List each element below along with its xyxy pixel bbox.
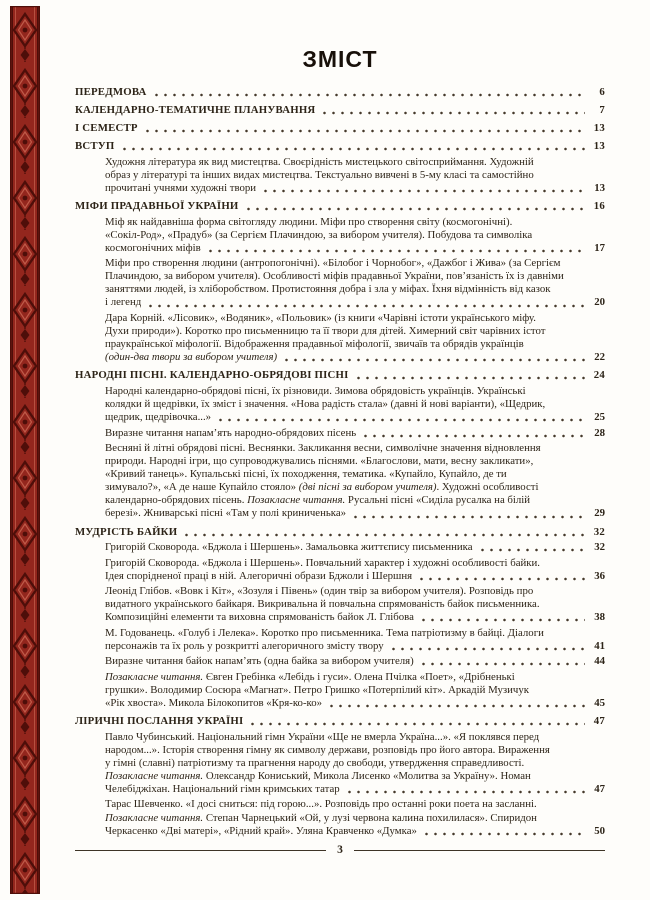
toc-entry-text-wrap <box>105 655 414 668</box>
toc-entry-line <box>105 798 605 811</box>
page-number: 29 <box>594 507 605 520</box>
dot-leader <box>152 86 585 97</box>
toc-entry-text-wrap <box>75 140 115 153</box>
toc-entry-text: колядки й щедрівки, їх зміст і значення. «Нова радість стала» (давні й нові варіанти), «Щедрик, <box>105 397 546 410</box>
page-number: 13 <box>593 122 605 135</box>
dot-leader <box>419 655 585 666</box>
toc-entry <box>75 312 605 364</box>
toc-entry-text: Виразне читання байок напам’ять (одна байка за вибором учителя) <box>105 655 414 668</box>
dot-leader <box>182 526 585 537</box>
toc-entry-line <box>105 351 605 364</box>
dot-leader <box>206 242 585 253</box>
toc-entry-line <box>105 541 605 554</box>
toc-entry-line <box>105 325 605 338</box>
toc-entry-line <box>105 627 605 640</box>
toc-entry-text: Григорій Сковорода. «Бджола і Шершень». Повчальний характер і художні особливості байки. <box>105 556 540 569</box>
toc-entry-text: Композиційні елементи та виховна спрямованість байок Л. Глібова <box>105 611 414 624</box>
toc-entry-line <box>105 507 605 520</box>
toc-entry-text-wrap <box>105 697 322 710</box>
toc-entry-text: «Кривий танець». Купальські пісні, їх походження, тематика. «Купайло, Купайло, де ти <box>105 468 507 481</box>
toc-entry-line <box>105 385 605 398</box>
toc-entry-line <box>105 296 605 309</box>
toc-entry-text: НАРОДНІ ПІСНІ. КАЛЕНДАРНО-ОБРЯДОВІ ПІСНІ <box>75 369 349 382</box>
toc-entry-text-wrap <box>75 526 177 539</box>
dot-leader <box>143 122 585 133</box>
toc-entry <box>75 86 605 99</box>
dot-leader <box>327 697 585 708</box>
toc-entry-text: видатного українського байкаря. Викривальна й повчальна спрямованість байок письменника. <box>105 598 540 611</box>
toc-entry-text: природи. Народні ігри, що супроводжувались піснями. «Благослови, мати, весну закликати», <box>105 455 534 468</box>
page-number: 13 <box>593 140 605 153</box>
page-number: 32 <box>593 525 605 538</box>
page-number: 47 <box>594 782 605 795</box>
toc-entry-text-wrap <box>105 570 412 583</box>
dot-leader <box>361 427 585 438</box>
page-number: 50 <box>594 824 605 837</box>
toc-entry-text: Черкасенко «Дві матері», «Рідний край». Уляна Кравченко «Думка» <box>105 824 417 837</box>
toc-entry-text: Євген Гребінка «Лебідь і гуси». Олена Пчілка «Поет», «Дрібненькі <box>203 670 515 683</box>
dot-leader <box>120 140 585 151</box>
dot-leader <box>320 104 585 115</box>
page-number: 45 <box>594 697 605 710</box>
toc-entry-line <box>105 270 605 283</box>
toc-entry-text: . Художні особливості <box>436 481 539 494</box>
toc-entry-text: ВСТУП <box>75 140 115 153</box>
toc-entry-text: ПЕРЕДМОВА <box>75 86 147 98</box>
dot-leader <box>419 611 585 622</box>
toc-entry <box>75 585 605 624</box>
toc-entry-line <box>105 585 605 598</box>
page-number: 32 <box>594 541 605 554</box>
toc-entry <box>75 369 605 382</box>
toc-entry-text: «Рік хвоста». Микола Білокопитов «Кря-ко-ко» <box>105 697 323 710</box>
toc-entry-text: Народні календарно-обрядові пісні, їх різновиди. Зимова обрядовість українців. Українські <box>105 384 526 397</box>
page-number: 13 <box>594 181 605 194</box>
toc-entry-line <box>105 744 605 757</box>
toc-entry <box>75 216 605 255</box>
toc-entry-line <box>105 283 605 296</box>
dot-leader <box>389 640 585 651</box>
toc-entry-text: Весняні й літні обрядові пісні. Веснянки. Закликання весни, символічне значення відновлення <box>105 441 541 454</box>
toc-entry-text: (один-два твори за вибором учителя) <box>105 351 278 364</box>
toc-entry-text-wrap <box>75 200 239 213</box>
toc-entry-line <box>105 427 605 440</box>
toc-entry-line <box>105 671 605 684</box>
toc-entry-text-wrap <box>105 411 211 424</box>
toc-entry-text: ЛІРИЧНІ ПОСЛАННЯ УКРАЇНІ <box>75 715 244 728</box>
toc-entry <box>75 140 605 153</box>
toc-entry <box>75 655 605 668</box>
toc-entry <box>75 122 605 135</box>
toc-entry-text-wrap <box>75 369 349 382</box>
toc-entry-text: Русальні пісні «Сиділа русалка на білій <box>345 494 531 507</box>
toc-entry-line <box>105 411 605 424</box>
toc-entry-text: Леонід Глібов. «Вовк і Кіт», «Зозуля і Півень» (один твір за вибором учителя). Розповідь про <box>105 585 534 598</box>
page-number: 44 <box>594 655 605 668</box>
toc-entry-text: «Сокіл-Род», «Прадуб» (за Сергієм Плачиндою, за вибором учителя). Побудова та символіка <box>105 228 533 241</box>
page-number: 20 <box>594 296 605 309</box>
toc-entry-line <box>105 156 605 169</box>
toc-entry-text: образ у літературі та інших видах мистецтва. Текстуально вивчені в 5-му класі та самостійно <box>105 168 534 181</box>
toc-entry-text-wrap <box>105 507 346 520</box>
toc-entry-text: календарно-обрядових пісень. <box>105 494 248 507</box>
toc-entry-text-wrap <box>105 825 417 838</box>
footer-rule-right <box>354 850 605 851</box>
toc-entry-text: Міфи про створення людини (антропогонічні). «Білобог і Чорнобог», «Дажбог і Жива» (за Сергієм <box>105 257 561 270</box>
toc-entry <box>75 442 605 521</box>
toc-entry-text: МУДРІСТЬ БАЙКИ <box>75 525 178 538</box>
toc-entry-text: Тарас Шевченко. «І досі сниться: під горою...». Розповідь про останні роки поета на засланні. <box>105 798 537 811</box>
toc-entry-text: грушки». Володимир Сосюра «Магнат». Петро Гришко «Потерпілий кіт». Аркадій Музичук <box>105 683 529 696</box>
toc-entry-text: і легенд <box>105 296 142 309</box>
toc-entry-line <box>105 257 605 270</box>
toc-entry-text: Дара Корній. «Лісовик», «Водяник», «Польовик» (із книги «Чарівні істоти українського міфу. <box>105 311 536 324</box>
toc-entry <box>75 671 605 710</box>
toc-entry-text: народом...». Історія створення гімну як символу держави, розповідь про його автора. Вираження <box>105 743 550 756</box>
toc-entry-line <box>105 757 605 770</box>
toc-entry-text: праукраїнської міфології. Відображення прадавньої міфології, звичаїв та обрядів українців <box>105 338 524 351</box>
page-number: 36 <box>594 569 605 582</box>
toc-entry-text: Позакласне читання. <box>105 670 204 683</box>
toc-content <box>75 46 605 838</box>
toc-entry <box>75 257 605 309</box>
dot-leader <box>351 507 585 518</box>
toc-entry-text-wrap <box>105 541 473 554</box>
toc-entry-line <box>75 200 605 213</box>
toc-entry-text-wrap <box>105 296 141 309</box>
page-number: 17 <box>594 241 605 254</box>
toc-entry-line <box>105 468 605 481</box>
toc-entry-text-wrap <box>105 242 201 255</box>
toc-entry-line <box>75 122 605 135</box>
toc-entry-text: КАЛЕНДАРНО-ТЕМАТИЧНЕ ПЛАНУВАННЯ <box>75 104 316 117</box>
toc-entry-text: Позакласне читання. <box>105 769 204 782</box>
toc-entry-line <box>105 770 605 783</box>
toc-list <box>75 86 605 838</box>
toc-entry-text: Олександр Кониський, Микола Лисенко «Молитва за Україну». Номан <box>203 769 531 782</box>
toc-entry-text: Григорій Сковорода. «Бджола і Шершень». Замальовка життєпису письменника <box>105 541 473 554</box>
dot-leader <box>248 715 585 726</box>
toc-entry-line <box>105 398 605 411</box>
toc-entry-line <box>105 731 605 744</box>
toc-entry <box>75 715 605 728</box>
toc-entry <box>75 156 605 195</box>
page-number: 7 <box>599 104 605 117</box>
dot-leader <box>345 783 585 794</box>
dot-leader <box>478 541 585 552</box>
page-number: 38 <box>594 611 605 624</box>
dot-leader <box>261 182 585 193</box>
dot-leader <box>282 351 585 362</box>
page-number: 41 <box>594 639 605 652</box>
toc-entry-line <box>105 557 605 570</box>
toc-entry-line <box>105 640 605 653</box>
toc-entry-text-wrap <box>105 427 356 440</box>
toc-entry-text: Павло Чубинський. Національний гімн України «Ще не вмерла Україна...». «Я поклявся перед <box>105 730 540 743</box>
page-number: 28 <box>594 426 605 439</box>
page-number: 22 <box>594 351 605 364</box>
toc-entry-line <box>75 715 605 728</box>
toc-entry-text: Челебіджіхан. Національний гімн кримських татар <box>105 782 340 795</box>
toc-entry-text: Міф як найдавніша форма світогляду людини. Міфи про створення світу (космогонічні). <box>105 215 513 228</box>
toc-entry-line <box>105 570 605 583</box>
toc-entry-line <box>75 526 605 539</box>
toc-entry-line <box>75 140 605 153</box>
toc-entry-text-wrap <box>105 351 277 364</box>
toc-entry-text: МІФИ ПРАДАВНЬОЇ УКРАЇНИ <box>75 200 239 213</box>
toc-entry-line <box>105 455 605 468</box>
toc-entry-line <box>105 611 605 624</box>
toc-entry-text-wrap <box>75 715 243 728</box>
toc-entry-text-wrap <box>105 783 340 796</box>
dot-leader <box>244 200 585 211</box>
toc-entry-line <box>105 598 605 611</box>
toc-entry-line <box>105 494 605 507</box>
toc-entry-line <box>105 216 605 229</box>
toc-entry-text-wrap <box>75 104 315 117</box>
toc-entry-line <box>75 104 605 117</box>
toc-entry-text: Степан Чарнецький «Ой, у лузі червона калина похилилася». Спиридон <box>203 811 537 824</box>
toc-entry <box>75 385 605 424</box>
toc-entry-line <box>75 86 605 99</box>
toc-entry-text: березі». Жниварські пісні «Там у полі криниченька» <box>105 507 347 520</box>
toc-entry-line <box>105 825 605 838</box>
page-footer <box>75 845 605 857</box>
toc-entry <box>75 798 605 837</box>
dot-leader <box>354 369 585 380</box>
toc-entry-line <box>105 182 605 195</box>
toc-entry-text: Плачиндою, за вибором учителя). Особливості міфів прадавньої України, пов’язаність їх із давніми <box>105 270 564 283</box>
left-ornament-border-icon <box>10 6 40 894</box>
toc-entry-text: І СЕМЕСТР <box>75 122 138 135</box>
page-number: 16 <box>593 200 605 213</box>
toc-entry <box>75 104 605 117</box>
toc-entry-text: Позакласне читання. <box>247 494 346 507</box>
toc-entry-text-wrap <box>105 182 256 195</box>
toc-entry-line <box>105 481 605 494</box>
toc-entry-line <box>105 655 605 668</box>
toc-entry-text: Позакласне читання. <box>105 811 204 824</box>
toc-entry <box>75 427 605 440</box>
toc-entry-text: М. Годованець. «Голуб і Лелека». Коротко про письменника. Тема патріотизму в байці. Діалоги <box>105 626 544 639</box>
toc-entry-line <box>105 684 605 697</box>
toc-entry-text: персонажів та їх роль у розкритті алегоричного змісту твору <box>105 639 384 652</box>
dot-leader <box>422 825 585 836</box>
toc-entry-text: Виразне читання напам’ять народно-обрядових пісень <box>105 426 357 439</box>
toc-entry-line <box>105 697 605 710</box>
toc-entry-text: космогонічних міфів <box>105 241 201 254</box>
toc-entry-text: зимувало?», «А де наше Купайло стояло» <box>105 481 299 494</box>
toc-entry-text-wrap <box>75 86 147 99</box>
toc-entry <box>75 731 605 796</box>
footer-rule-left <box>75 850 326 851</box>
toc-entry-text: (дві пісні за вибором учителя) <box>298 481 437 494</box>
toc-entry-line <box>105 783 605 796</box>
toc-entry <box>75 627 605 653</box>
page-title: ЗМІСТ <box>302 46 378 72</box>
footer-page-number: 3 <box>337 844 343 856</box>
toc-entry-line <box>105 812 605 825</box>
toc-entry-text: заняттями людей, із хліборобством. Протистояння добра і зла у міфах. Їхня відмінність від казок <box>105 283 551 296</box>
toc-entry-text-wrap <box>105 640 384 653</box>
page-number: 24 <box>593 369 605 382</box>
toc-entry <box>75 541 605 554</box>
dot-leader <box>146 296 585 307</box>
toc-entry-text: прочитані учнями художні твори <box>105 181 257 194</box>
toc-entry-text: у гімні (славні) патріотизму та прагнення народу до свободи, утвердження справедливості. <box>105 756 525 769</box>
toc-entry-line <box>105 442 605 455</box>
toc-entry-text-wrap <box>75 122 138 135</box>
toc-entry-text-wrap <box>105 611 414 624</box>
toc-entry <box>75 526 605 539</box>
toc-entry-text: Ідея спорідненої праці в ній. Алегоричні образи Бджоли і Шершня <box>105 569 413 582</box>
toc-entry-line <box>105 169 605 182</box>
toc-entry-line <box>105 242 605 255</box>
page-number: 25 <box>594 411 605 424</box>
toc-entry-text: Художня література як вид мистецтва. Своєрідність мистецького світосприймання. Художній <box>105 155 534 168</box>
toc-entry <box>75 200 605 213</box>
page-number: 6 <box>599 86 605 98</box>
toc-entry-line <box>105 312 605 325</box>
toc-entry-line <box>105 229 605 242</box>
toc-entry <box>75 557 605 583</box>
dot-leader <box>216 411 585 422</box>
toc-entry-line <box>105 338 605 351</box>
toc-entry-text: щедрик, щедрівочка...» <box>105 411 212 424</box>
page-number: 47 <box>593 715 605 728</box>
toc-entry-text: Духи природи»). Коротко про письменницю та її твори для дітей. Химерний світ чарівних істот <box>105 325 546 338</box>
toc-entry-line <box>75 369 605 382</box>
dot-leader <box>417 570 585 581</box>
